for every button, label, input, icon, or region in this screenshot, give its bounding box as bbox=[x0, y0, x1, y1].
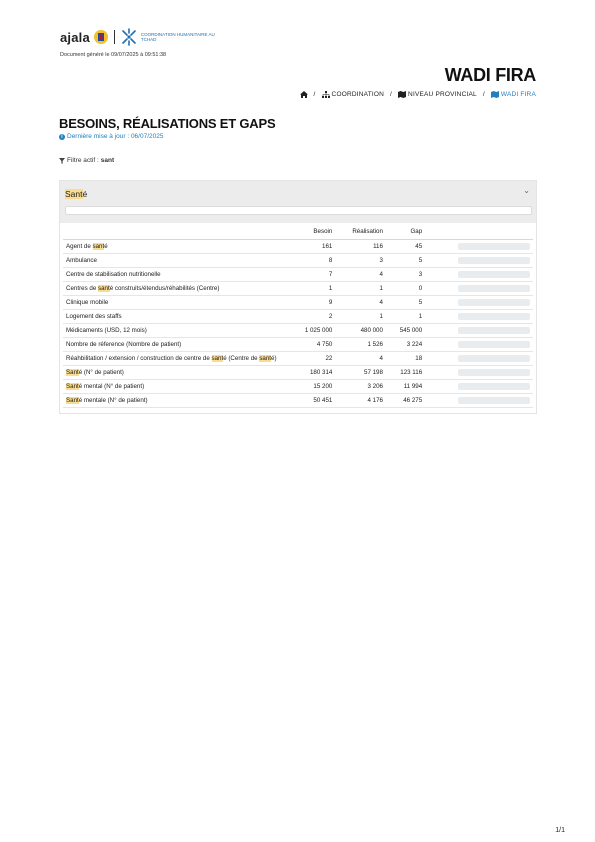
table-row bbox=[63, 310, 533, 324]
cell-gap: 1 bbox=[386, 310, 425, 324]
panel-search-input[interactable] bbox=[65, 206, 532, 215]
progress-bar bbox=[458, 299, 530, 306]
row-label-pre: Médicaments (USD, 12 mois) bbox=[66, 326, 147, 334]
table-row bbox=[63, 240, 533, 254]
breadcrumb-separator: / bbox=[482, 91, 485, 98]
highlight: sant bbox=[259, 354, 272, 362]
row-label bbox=[63, 324, 289, 338]
cell-realisation: 480 000 bbox=[335, 324, 386, 338]
title-rest: é bbox=[82, 189, 88, 199]
progress-bar bbox=[458, 327, 530, 334]
row-label-pre: Centre de stabilisation nutritionelle bbox=[66, 270, 161, 278]
cell-gap: 3 bbox=[386, 268, 425, 282]
progress-bar bbox=[458, 341, 530, 348]
breadcrumb bbox=[300, 91, 536, 98]
info-icon: i bbox=[59, 134, 65, 140]
cell-besoin: 1 025 000 bbox=[289, 324, 335, 338]
cell-besoin: 9 bbox=[289, 296, 335, 310]
cell-besoin: 2 bbox=[289, 310, 335, 324]
table-row bbox=[63, 324, 533, 338]
page-number: 1/1 bbox=[555, 827, 565, 834]
cell-gap: 46 275 bbox=[386, 394, 425, 408]
cell-progress bbox=[425, 380, 533, 394]
cell-progress bbox=[425, 240, 533, 254]
cell-realisation: 4 176 bbox=[335, 394, 386, 408]
section-title: BESOINS, RÉALISATIONS ET GAPS bbox=[59, 116, 276, 131]
cell-besoin: 22 bbox=[289, 352, 335, 366]
panel-title bbox=[65, 189, 87, 199]
row-label bbox=[63, 296, 289, 310]
row-label-post: é construits/étendus/réhabilités (Centre) bbox=[109, 284, 220, 292]
breadcrumb-home[interactable] bbox=[300, 91, 308, 98]
logo-divider bbox=[114, 30, 115, 44]
table-row bbox=[63, 268, 533, 282]
cell-progress bbox=[425, 394, 533, 408]
active-filter bbox=[59, 157, 114, 164]
progress-bar bbox=[458, 243, 530, 250]
highlight: sant bbox=[92, 242, 105, 250]
progress-bar bbox=[458, 313, 530, 320]
cell-gap: 18 bbox=[386, 352, 425, 366]
table-row bbox=[63, 366, 533, 380]
panel-header[interactable] bbox=[60, 181, 536, 223]
cell-realisation: 1 526 bbox=[335, 338, 386, 352]
cell-realisation: 3 bbox=[335, 254, 386, 268]
highlight: Sant bbox=[66, 382, 79, 390]
cell-progress bbox=[425, 254, 533, 268]
ocha-logo-icon bbox=[120, 28, 138, 46]
highlight: Sant bbox=[66, 368, 79, 376]
row-label-pre: Logement des staffs bbox=[66, 312, 122, 320]
cell-gap: 123 116 bbox=[386, 366, 425, 380]
document-header bbox=[60, 26, 219, 58]
cell-realisation: 3 206 bbox=[335, 380, 386, 394]
cell-besoin: 7 bbox=[289, 268, 335, 282]
breadcrumb-label: WADI FIRA bbox=[500, 91, 536, 98]
cell-besoin: 50 451 bbox=[289, 394, 335, 408]
highlight: Sant bbox=[66, 396, 79, 404]
filter-label: Filtre actif : bbox=[67, 157, 99, 164]
header-besoin: Besoin bbox=[289, 223, 335, 240]
generated-date: Document généré le 09/07/2025 à 09:51:38 bbox=[60, 52, 167, 58]
cell-gap: 45 bbox=[386, 240, 425, 254]
row-label-pre: Nombre de réference (Nombre de patient) bbox=[66, 340, 182, 348]
cell-progress bbox=[425, 338, 533, 352]
row-label-post: é) bbox=[271, 354, 277, 362]
cell-progress bbox=[425, 282, 533, 296]
filter-value: sant bbox=[100, 157, 115, 164]
highlight: sant bbox=[98, 284, 110, 292]
table-header-row bbox=[63, 223, 533, 240]
chevron-down-icon[interactable]: ⌄ bbox=[523, 186, 530, 195]
cell-gap: 5 bbox=[386, 254, 425, 268]
row-label bbox=[63, 380, 289, 394]
map-icon bbox=[398, 91, 406, 98]
breadcrumb-provincial[interactable] bbox=[398, 91, 477, 98]
cell-besoin: 15 200 bbox=[289, 380, 335, 394]
breadcrumb-separator: / bbox=[390, 91, 393, 98]
cell-gap: 545 000 bbox=[386, 324, 425, 338]
table-row bbox=[63, 380, 533, 394]
row-label bbox=[63, 394, 289, 408]
table-row bbox=[63, 394, 533, 408]
cell-progress bbox=[425, 324, 533, 338]
cell-gap: 5 bbox=[386, 296, 425, 310]
row-label bbox=[63, 254, 289, 268]
cell-besoin: 1 bbox=[289, 282, 335, 296]
progress-bar bbox=[458, 383, 530, 390]
row-label bbox=[63, 240, 289, 254]
row-label bbox=[63, 310, 289, 324]
row-label bbox=[63, 268, 289, 282]
progress-bar bbox=[458, 397, 530, 404]
logo-bar bbox=[60, 26, 219, 48]
cell-besoin: 8 bbox=[289, 254, 335, 268]
ajala-logo: ajala bbox=[60, 29, 90, 45]
header-gap: Gap bbox=[386, 223, 425, 240]
row-label-post: é (N° de patient) bbox=[78, 368, 124, 376]
highlight: Sant bbox=[65, 189, 83, 199]
header-indicator bbox=[63, 223, 289, 240]
cell-realisation: 57 198 bbox=[335, 366, 386, 380]
breadcrumb-coordination[interactable] bbox=[322, 91, 384, 98]
table-row bbox=[63, 296, 533, 310]
cell-besoin: 161 bbox=[289, 240, 335, 254]
cell-progress bbox=[425, 366, 533, 380]
cell-realisation: 4 bbox=[335, 352, 386, 366]
breadcrumb-label: COORDINATION bbox=[331, 91, 385, 98]
row-label-post: é mentale (N° de patient) bbox=[78, 396, 148, 404]
last-update-text: Dernière mise à jour : 06/07/2025 bbox=[67, 133, 164, 140]
cell-gap: 3 224 bbox=[386, 338, 425, 352]
cell-realisation: 4 bbox=[335, 296, 386, 310]
row-label-pre: Centres de bbox=[66, 284, 98, 292]
cell-progress bbox=[425, 296, 533, 310]
cell-besoin: 180 314 bbox=[289, 366, 335, 380]
page-title: WADI FIRA bbox=[444, 65, 536, 85]
cell-progress bbox=[425, 352, 533, 366]
row-label bbox=[63, 352, 289, 366]
row-label-pre: Réahbilitation / extension / construction de centre de bbox=[66, 354, 212, 362]
progress-bar bbox=[458, 355, 530, 362]
row-label-post: é (Centre de bbox=[223, 354, 260, 362]
needs-table bbox=[63, 223, 533, 408]
cell-besoin: 4 750 bbox=[289, 338, 335, 352]
breadcrumb-wadi-fira[interactable] bbox=[491, 91, 536, 98]
table-row bbox=[63, 282, 533, 296]
progress-bar bbox=[458, 285, 530, 292]
progress-bar bbox=[458, 271, 530, 278]
table-row bbox=[63, 352, 533, 366]
table-row bbox=[63, 338, 533, 352]
breadcrumb-label: NIVEAU PROVINCIAL bbox=[408, 91, 477, 98]
map-icon bbox=[491, 91, 499, 98]
cell-gap: 11 994 bbox=[386, 380, 425, 394]
partner-logo-text: COORDINATION HUMANITAIRE AU TCHAD bbox=[140, 31, 215, 42]
row-label-post: é bbox=[104, 242, 108, 250]
cell-realisation: 1 bbox=[335, 282, 386, 296]
row-label-pre: Clinique mobile bbox=[66, 298, 109, 306]
row-label bbox=[63, 338, 289, 352]
row-label-pre: Agent de bbox=[66, 242, 93, 250]
header-realisation: Réalisation bbox=[335, 223, 386, 240]
row-label-pre: Ambulance bbox=[66, 256, 97, 264]
cell-realisation: 1 bbox=[335, 310, 386, 324]
last-update bbox=[59, 133, 163, 140]
cell-progress bbox=[425, 310, 533, 324]
sector-panel bbox=[59, 180, 537, 414]
highlight: sant bbox=[211, 354, 224, 362]
cell-progress bbox=[425, 268, 533, 282]
chad-seal-icon bbox=[93, 29, 109, 45]
breadcrumb-separator: / bbox=[313, 91, 316, 98]
progress-bar bbox=[458, 369, 530, 376]
home-icon bbox=[300, 91, 308, 98]
row-label-post: é mental (N° de patient) bbox=[78, 382, 145, 390]
row-label bbox=[63, 366, 289, 380]
cell-realisation: 4 bbox=[335, 268, 386, 282]
row-label bbox=[63, 282, 289, 296]
cell-realisation: 116 bbox=[335, 240, 386, 254]
header-progress bbox=[425, 223, 533, 240]
filter-icon bbox=[59, 158, 65, 164]
sitemap-icon bbox=[322, 91, 330, 98]
cell-gap: 0 bbox=[386, 282, 425, 296]
table-row bbox=[63, 254, 533, 268]
progress-bar bbox=[458, 257, 530, 264]
